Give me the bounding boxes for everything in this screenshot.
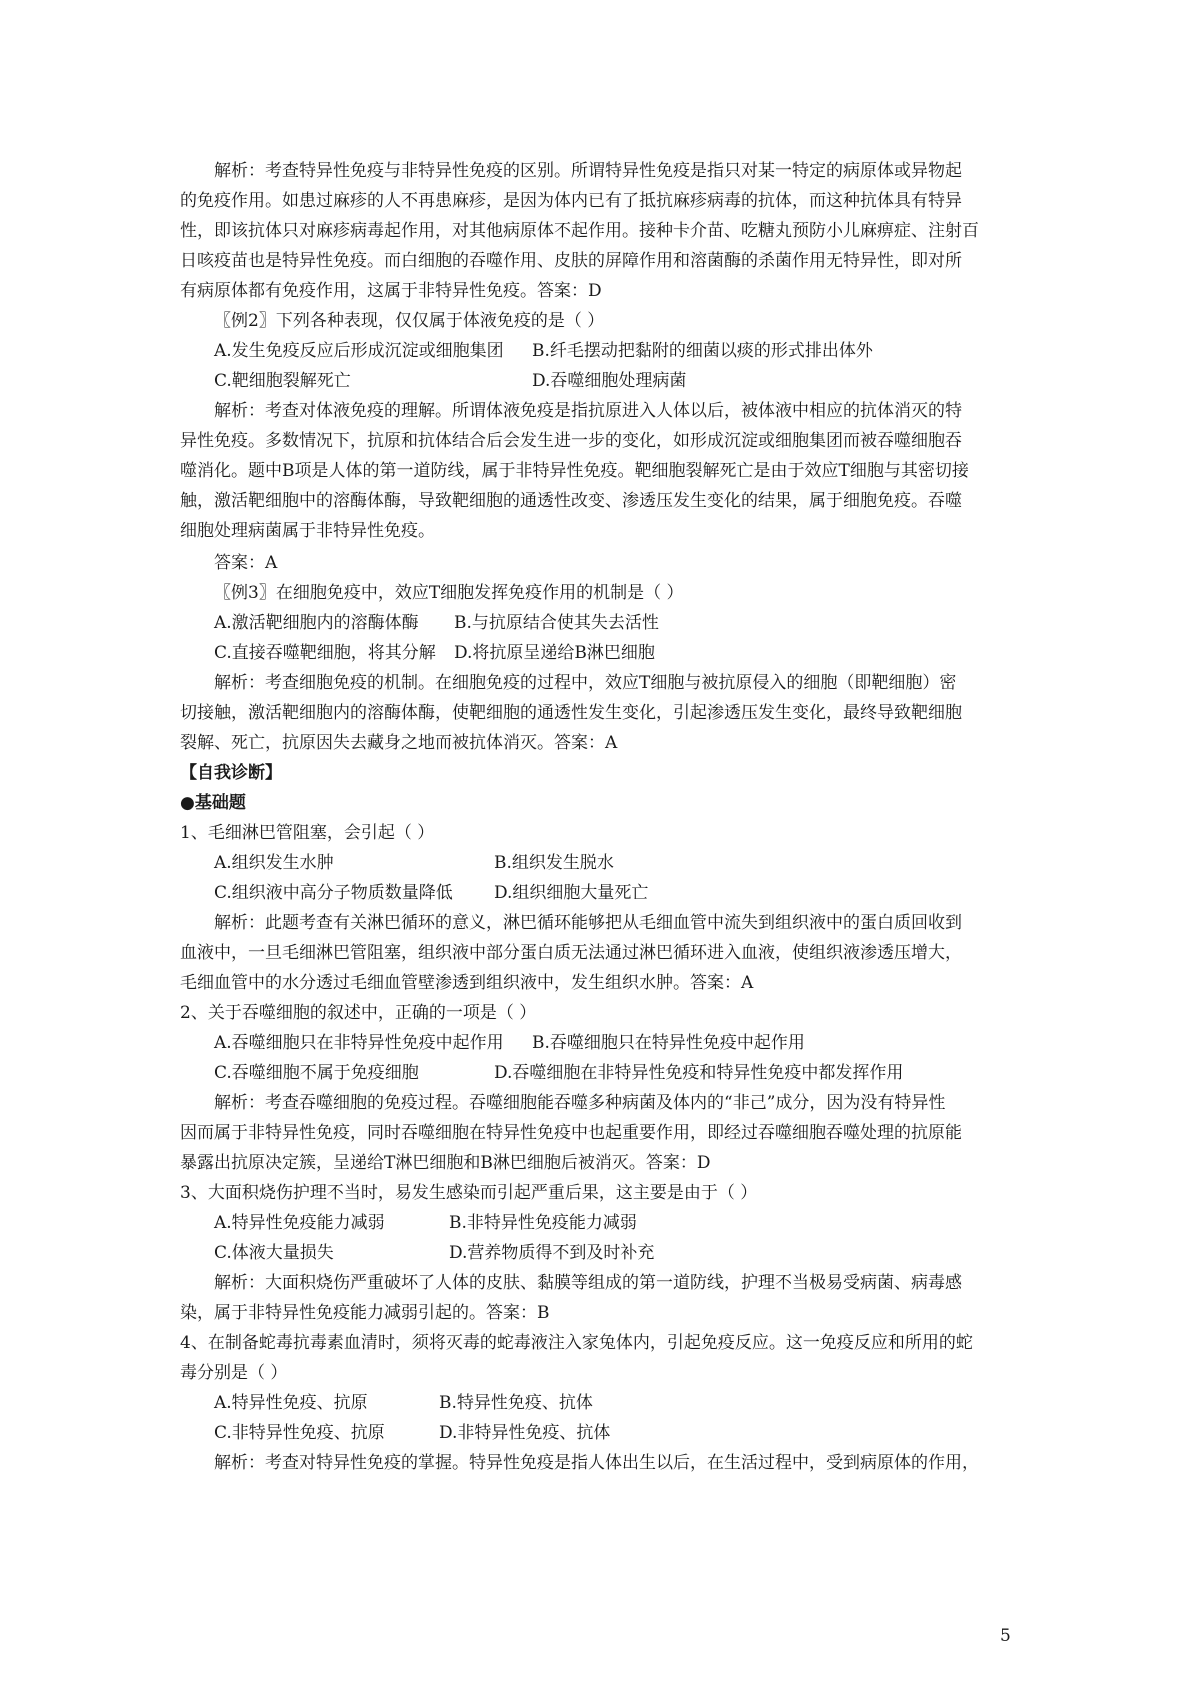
option-b: B.组织发生脱水 [494,853,614,873]
text-line: 解析：此题考查有关淋巴循环的意义，淋巴循环能够把从毛细血管中流失到组织液中的蛋白质回收到 [214,913,962,933]
option-d: D.营养物质得不到及时补充 [449,1243,655,1263]
page-number: 5 [1000,1626,1011,1646]
option-c: C.直接吞噬靶细胞，将其分解 [214,643,436,663]
option-row [214,1032,805,1054]
option-b: B.与抗原结合使其失去活性 [454,613,659,633]
subsection-heading: ●基础题 [180,793,246,813]
question-1: 1、毛细淋巴管阻塞，会引起（ ） [180,823,435,843]
text-line: 性，即该抗体只对麻疹病毒起作用，对其他病原体不起作用。接种卡介苗、吃糖丸预防小儿麻痹症、注射百 [180,221,979,241]
option-a: A.激活靶细胞内的溶酶体酶 [214,613,419,633]
option-row [214,370,686,392]
text-line: 细胞处理病菌属于非特异性免疫。 [180,521,435,541]
option-row [214,852,614,874]
option-c: C.非特异性免疫、抗原 [214,1423,385,1443]
option-a: A.特异性免疫能力减弱 [214,1213,385,1233]
text-line: 毛细血管中的水分透过毛细血管壁渗透到组织液中，发生组织水肿。答案：A [180,973,754,993]
option-b: B.非特异性免疫能力减弱 [449,1213,637,1233]
option-row [214,1062,903,1084]
option-row [214,642,655,664]
option-c: C.吞噬细胞不属于免疫细胞 [214,1063,419,1083]
answer-line: 答案：A [214,553,278,573]
text-line: 噬消化。题中B项是人体的第一道防线，属于非特异性免疫。靶细胞裂解死亡是由于效应T细胞与其密切接 [180,461,969,481]
option-c: C.体液大量损失 [214,1243,334,1263]
option-a: A.特异性免疫、抗原 [214,1393,368,1413]
option-d: D.吞噬细胞在非特异性免疫和特异性免疫中都发挥作用 [494,1063,904,1083]
text-line: 血液中，一旦毛细淋巴管阻塞，组织液中部分蛋白质无法通过淋巴循环进入血液，使组织液渗透压增大， [180,943,962,963]
option-row [214,1242,654,1264]
text-line: 解析：考查对体液免疫的理解。所谓体液免疫是指抗原进入人体以后，被体液中相应的抗体消灭的特 [214,401,962,421]
text-line: 异性免疫。多数情况下，抗原和抗体结合后会发生进一步的变化，如形成沉淀或细胞集团而被吞噬细胞吞 [180,431,962,451]
option-b: B.吞噬细胞只在特异性免疫中起作用 [532,1033,805,1053]
text-line: 解析：考查特异性免疫与非特异性免疫的区别。所谓特异性免疫是指只对某一特定的病原体或异物起 [214,161,962,181]
text-line: 染，属于非特异性免疫能力减弱引起的。答案：B [180,1303,550,1323]
option-b: B.特异性免疫、抗体 [439,1393,593,1413]
option-row [214,882,648,904]
option-row [214,1392,593,1414]
text-line: 解析：大面积烧伤严重破坏了人体的皮肤、黏膜等组成的第一道防线，护理不当极易受病菌、病毒感 [214,1273,962,1293]
option-c: C.靶细胞裂解死亡 [214,371,351,391]
text-line: 毒分别是（ ） [180,1363,288,1383]
text-line: 的免疫作用。如患过麻疹的人不再患麻疹，是因为体内已有了抵抗麻疹病毒的抗体，而这种抗体具有特异 [180,191,962,211]
option-row [214,612,659,634]
question-2: 2、关于吞噬细胞的叙述中，正确的一项是（ ） [180,1003,537,1023]
text-line: 解析：考查吞噬细胞的免疫过程。吞噬细胞能吞噬多种病菌及体内的“非己”成分，因为没有特异性 [214,1093,946,1113]
text-line: 裂解、死亡，抗原因失去藏身之地而被抗体消灭。答案：A [180,733,618,753]
text-line: 因而属于非特异性免疫，同时吞噬细胞在特异性免疫中也起重要作用，即经过吞噬细胞吞噬处理的抗原能 [180,1123,962,1143]
option-b: B.纤毛摆动把黏附的细菌以痰的形式排出体外 [532,341,873,361]
option-d: D.将抗原呈递给B淋巴细胞 [454,643,655,663]
section-heading: 【自我诊断】 [180,763,282,783]
option-row [214,1212,637,1234]
text-line: 有病原体都有免疫作用，这属于非特异性免疫。答案：D [180,281,602,301]
text-line: 切接触，激活靶细胞内的溶酶体酶，使靶细胞的通透性发生变化，引起渗透压发生变化，最终导致靶细胞 [180,703,962,723]
option-row [214,1422,610,1444]
question-4: 4、在制备蛇毒抗毒素血清时，须将灭毒的蛇毒液注入家兔体内，引起免疫反应。这一免疫反应和所用的蛇 [180,1333,973,1353]
option-a: A.吞噬细胞只在非特异性免疫中起作用 [214,1033,504,1053]
example-heading: 〖例3〗在细胞免疫中，效应T细胞发挥免疫作用的机制是（ ） [214,583,684,603]
option-d: D.非特异性免疫、抗体 [439,1423,611,1443]
option-a: A.发生免疫反应后形成沉淀或细胞集团 [214,341,504,361]
question-3: 3、大面积烧伤护理不当时，易发生感染而引起严重后果，这主要是由于（ ） [180,1183,758,1203]
text-line: 日咳疫苗也是特异性免疫。而白细胞的吞噬作用、皮肤的屏障作用和溶菌酶的杀菌作用无特异性，即对所 [180,251,962,271]
text-line: 触，激活靶细胞中的溶酶体酶，导致靶细胞的通透性改变、渗透压发生变化的结果，属于细胞免疫。吞噬 [180,491,962,511]
option-d: D.吞噬细胞处理病菌 [532,371,687,391]
option-d: D.组织细胞大量死亡 [494,883,649,903]
option-c: C.组织液中高分子物质数量降低 [214,883,453,903]
text-line: 解析：考查对特异性免疫的掌握。特异性免疫是指人体出生以后，在生活过程中，受到病原体的作用， [214,1453,979,1473]
text-line: 解析：考查细胞免疫的机制。在细胞免疫的过程中，效应T细胞与被抗原侵入的细胞（即靶细胞）密 [214,673,957,693]
example-heading: 〖例2〗下列各种表现，仅仅属于体液免疫的是（ ） [214,311,605,331]
option-row [214,340,873,362]
option-a: A.组织发生水肿 [214,853,334,873]
text-line: 暴露出抗原决定簇，呈递给T淋巴细胞和B淋巴细胞后被消灭。答案：D [180,1153,711,1173]
